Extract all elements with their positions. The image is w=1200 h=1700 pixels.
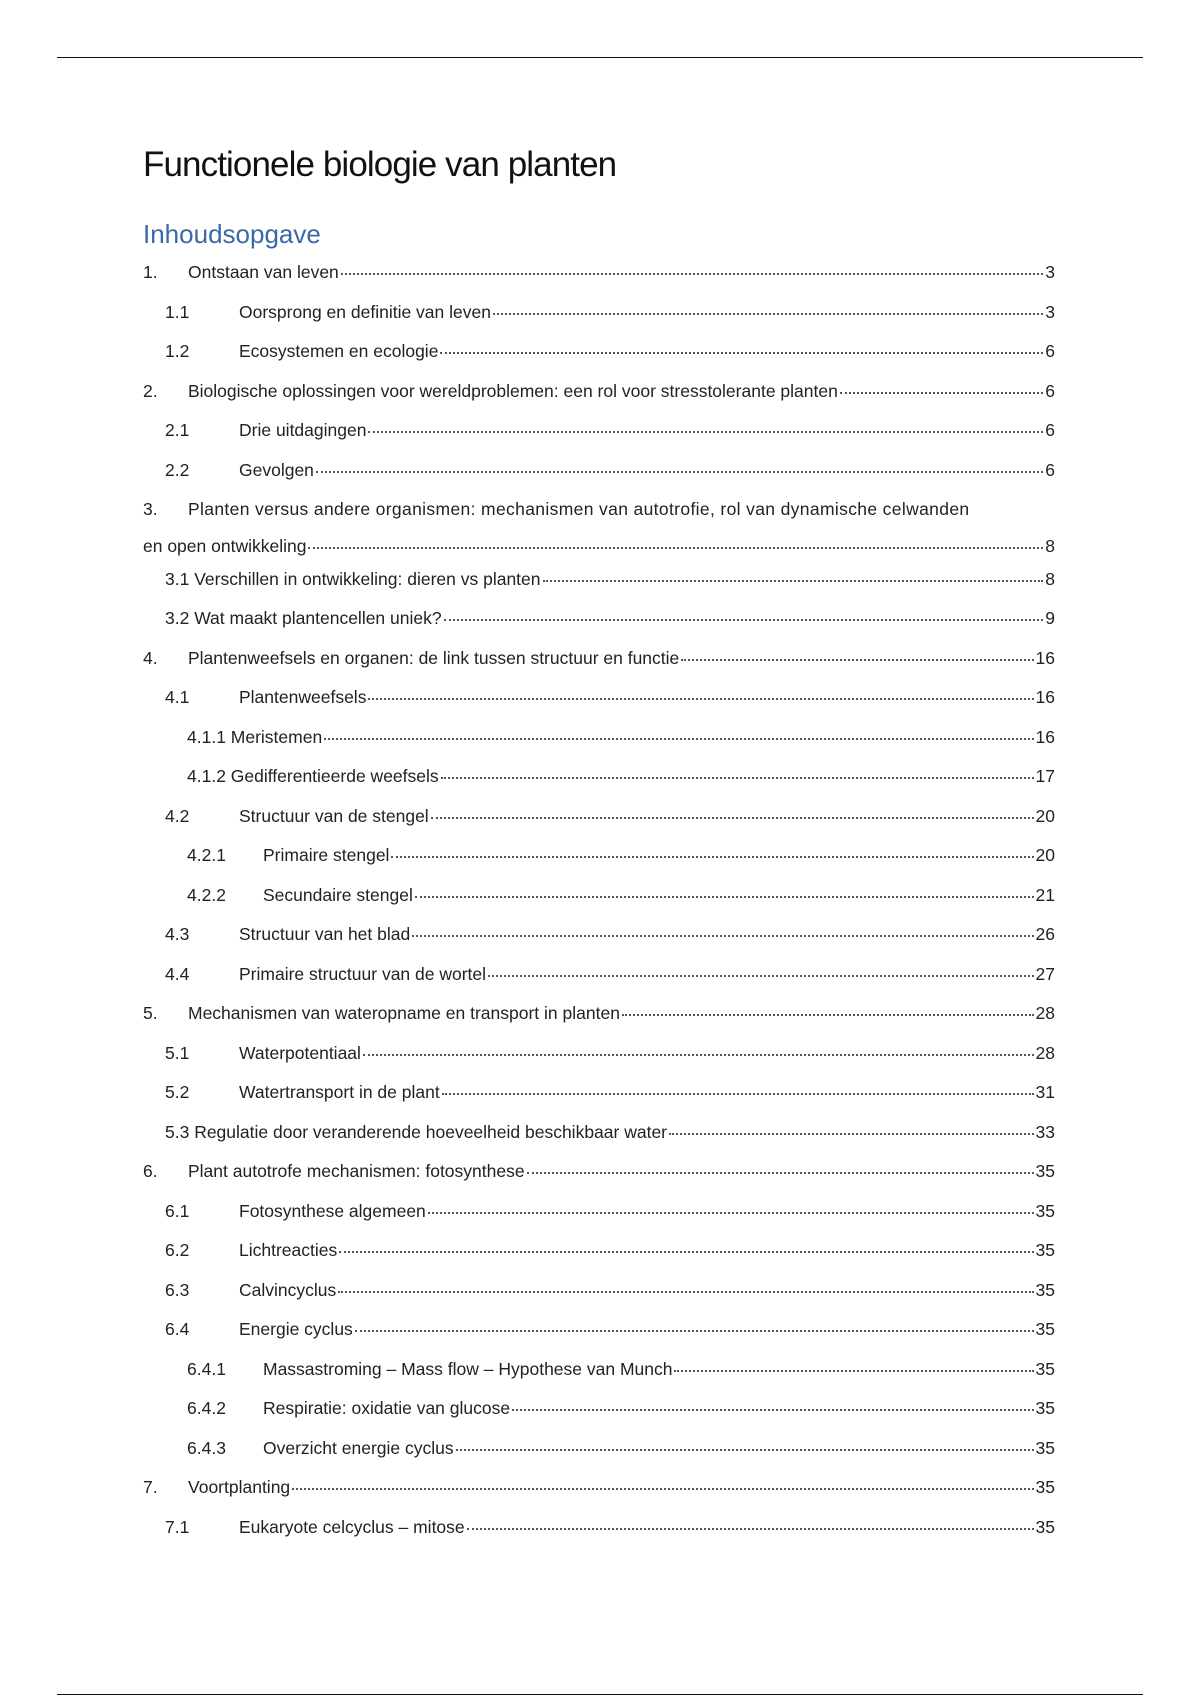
toc-entry-text: Waterpotentiaal [239,1042,361,1063]
toc-entry[interactable] [143,496,1055,566]
toc-entry[interactable] [143,457,1055,497]
dot-leader [543,580,1044,582]
toc-entry-text: Ecosystemen en ecologie [239,341,439,361]
dot-leader [488,975,1033,977]
dot-leader [415,896,1034,898]
toc-entry-page: 20 [1035,805,1055,826]
toc-entry-number: 6.3 [165,1279,190,1300]
toc-entry-number: 6.4.2 [187,1398,226,1418]
dot-leader [622,1014,1034,1016]
toc-entry-page: 26 [1035,924,1055,944]
toc-entry-number: 1.1 [165,301,190,322]
toc-entry-text: Oorsprong en definitie van leven [239,301,491,322]
toc-entry-page: 28 [1035,1003,1055,1023]
dot-leader [440,352,1043,354]
toc-entry-number: 4.2.1 [187,845,226,865]
dot-leader [368,698,1033,700]
dot-leader [674,1370,1033,1372]
toc-entry-page: 31 [1035,1082,1055,1102]
toc-entry-text-continued: en open ontwikkeling [143,535,307,556]
dot-leader [412,935,1033,937]
toc-entry-text: Calvincyclus [239,1279,337,1300]
toc-entry-page: 9 [1045,608,1055,628]
toc-entry-page: 27 [1035,963,1055,984]
toc-entry-page: 35 [1035,1358,1055,1379]
dot-leader [308,547,1043,549]
toc-entry[interactable] [143,803,1055,843]
dot-leader [527,1172,1034,1174]
toc-entry-text: Voortplanting [188,1477,291,1497]
toc-entry-number: 4. [143,647,158,668]
dot-leader [467,1528,1034,1530]
toc-entry[interactable] [143,1435,1055,1475]
toc-entry-text: Ontstaan van leven [188,262,339,282]
toc-entry[interactable] [143,378,1055,418]
toc-entry-number: 4.3 [165,924,190,944]
toc-entry-number: 4.1 [165,687,190,707]
toc-entry-text: Gevolgen [239,459,314,480]
toc-entry-number: 1. [143,262,158,282]
dot-leader [456,1449,1034,1451]
toc-entry-page: 6 [1045,459,1055,480]
dot-leader [441,777,1034,779]
toc-entry-text: Watertransport in de plant [239,1082,440,1102]
toc-entry-text: Planten versus andere organismen: mechanismen van autotrofie, rol van dynamische celwanden [188,499,970,519]
toc-entry[interactable] [143,1237,1055,1277]
toc-entry[interactable] [143,566,1055,606]
toc-entry-text: Lichtreacties [239,1240,338,1260]
toc-entry-page: 33 [1035,1121,1055,1142]
dot-leader [444,619,1044,621]
toc-entry[interactable] [143,1198,1055,1238]
toc-entry-number: 6.4 [165,1319,190,1339]
toc-entry[interactable] [143,259,1055,299]
toc-entry-page: 35 [1035,1319,1055,1339]
toc-entry-page: 6 [1045,341,1055,361]
dot-leader [363,1054,1034,1056]
toc-entry-number: 2.2 [165,459,190,480]
toc-entry[interactable] [143,1316,1055,1356]
toc-entry-page: 16 [1035,726,1055,747]
toc-entry-text: Primaire structuur van de wortel [239,963,487,984]
toc-entry-number: 2. [143,380,158,401]
toc-entry-text: 5.3 Regulatie door veranderende hoeveelheid beschikbaar water [165,1121,668,1142]
toc-entry-number: 5.1 [165,1042,190,1063]
dot-leader [442,1093,1034,1095]
toc-entry-number: 5.2 [165,1082,190,1102]
toc-entry-page: 3 [1045,301,1055,322]
dot-leader [355,1330,1034,1332]
toc-entry-text: Primaire stengel [263,845,390,865]
toc-entry-text: Mechanismen van wateropname en transport in planten [188,1003,620,1023]
toc-entry-page: 16 [1035,687,1055,707]
footer-rule [57,1694,1143,1695]
toc-entry-number: 1.2 [165,341,190,361]
dot-leader [493,313,1043,315]
toc-entry-text: Biologische oplossingen voor wereldproblemen: een rol voor stresstolerante planten [188,380,838,401]
header-rule [57,57,1143,58]
dot-leader [339,1251,1033,1253]
toc-entry[interactable] [143,645,1055,685]
toc-entry-page: 6 [1045,380,1055,401]
toc-entry-line [143,496,1055,526]
toc-entry-text: 4.1.1 Meristemen [187,726,323,747]
toc-entry[interactable] [143,1356,1055,1396]
toc-entry-number: 4.2.2 [187,884,226,905]
toc-entry-number: 6.4.3 [187,1437,226,1458]
toc-entry-number: 6.4.1 [187,1358,226,1379]
toc-entry[interactable] [143,1277,1055,1317]
toc-entry[interactable] [143,1079,1055,1119]
dot-leader [391,856,1033,858]
toc-entry[interactable] [143,921,1055,961]
toc-entry-number: 2.1 [165,420,190,440]
toc-entry-page: 35 [1035,1200,1055,1221]
toc-entry-page: 35 [1035,1516,1055,1537]
toc-entry-text: Drie uitdagingen [239,420,367,440]
toc-entry-text: 3.2 Wat maakt plantencellen uniek? [165,608,442,628]
toc-entry-text: Plantenweefsels [239,687,367,707]
toc-entry-number: 6. [143,1161,158,1181]
toc-entry-number: 7.1 [165,1516,190,1537]
toc-entry-page: 3 [1045,262,1055,282]
dot-leader [341,273,1043,275]
toc-entry-page: 35 [1035,1161,1055,1181]
toc-entry-text: Secundaire stengel [263,884,413,905]
dot-leader [840,392,1043,394]
toc-entry-page: 35 [1035,1477,1055,1497]
dot-leader [428,1212,1034,1214]
toc-entry-page: 35 [1035,1437,1055,1458]
toc-entry-text: Respiratie: oxidatie van glucose [263,1398,511,1418]
toc-entry[interactable] [143,1000,1055,1040]
toc-entry[interactable] [143,1158,1055,1198]
toc-entry-text: Structuur van het blad [239,924,411,944]
toc-entry-page: 28 [1035,1042,1055,1063]
toc-entry-text: Fotosynthese algemeen [239,1200,426,1221]
toc-entry-page: 20 [1035,845,1055,865]
toc-entry-text: Plantenweefsels en organen: de link tussen structuur en functie [188,647,680,668]
dot-leader [324,738,1033,740]
toc-entry-page: 35 [1035,1279,1055,1300]
toc-entry-page: 17 [1035,766,1055,786]
toc-entry[interactable] [143,1514,1055,1554]
toc-entry-number: 3. [143,499,158,519]
toc-entry[interactable] [143,338,1055,378]
toc-entry[interactable] [143,763,1055,803]
document-title: Functionele biologie van planten [143,145,617,184]
toc-entry-number: 4.4 [165,963,190,984]
toc-entry[interactable] [143,684,1055,724]
dot-leader [669,1133,1034,1135]
toc-entry-number: 6.2 [165,1240,190,1260]
toc-entry-text: 3.1 Verschillen in ontwikkeling: dieren vs planten [165,568,541,589]
dot-leader [338,1291,1033,1293]
toc-entry[interactable] [143,1040,1055,1080]
toc-entry-page: 6 [1045,420,1055,440]
toc-entry-number: 7. [143,1477,158,1497]
toc-entry[interactable] [143,605,1055,645]
toc-entry-page: 16 [1035,647,1055,668]
toc-entry-page: 35 [1035,1240,1055,1260]
toc-entry-line [143,533,1055,559]
toc-entry-text: Structuur van de stengel [239,805,429,826]
toc-entry[interactable] [143,1119,1055,1159]
dot-leader [368,431,1043,433]
toc-entry-text: Overzicht energie cyclus [263,1437,454,1458]
toc-entry-text: Energie cyclus [239,1319,353,1339]
dot-leader [431,817,1034,819]
toc-entry[interactable] [143,882,1055,922]
toc-entry-page: 35 [1035,1398,1055,1418]
toc-entry-text: Massastroming – Mass flow – Hypothese van Munch [263,1358,673,1379]
toc-entry-number: 4.2 [165,805,190,826]
toc-entry[interactable] [143,417,1055,457]
toc-entry[interactable] [143,1474,1055,1514]
dot-leader [681,659,1033,661]
dot-leader [292,1488,1033,1490]
toc-entry[interactable] [143,1395,1055,1435]
dot-leader [316,471,1043,473]
toc-entry[interactable] [143,724,1055,764]
toc-entry-text: Plant autotrofe mechanismen: fotosynthese [188,1161,525,1181]
toc-entry-page: 8 [1045,568,1055,589]
toc-entry[interactable] [143,842,1055,882]
toc-entry-number: 5. [143,1003,158,1023]
dot-leader [512,1409,1033,1411]
toc-entry[interactable] [143,299,1055,339]
table-of-contents [143,259,1055,1553]
toc-entry-number: 6.1 [165,1200,190,1221]
toc-entry-text: 4.1.2 Gedifferentieerde weefsels [187,766,439,786]
toc-entry-page: 21 [1035,884,1055,905]
toc-heading: Inhoudsopgave [143,219,321,249]
toc-entry-text: Eukaryote celcyclus – mitose [239,1516,465,1537]
toc-entry[interactable] [143,961,1055,1001]
toc-entry-page: 8 [1045,535,1055,556]
